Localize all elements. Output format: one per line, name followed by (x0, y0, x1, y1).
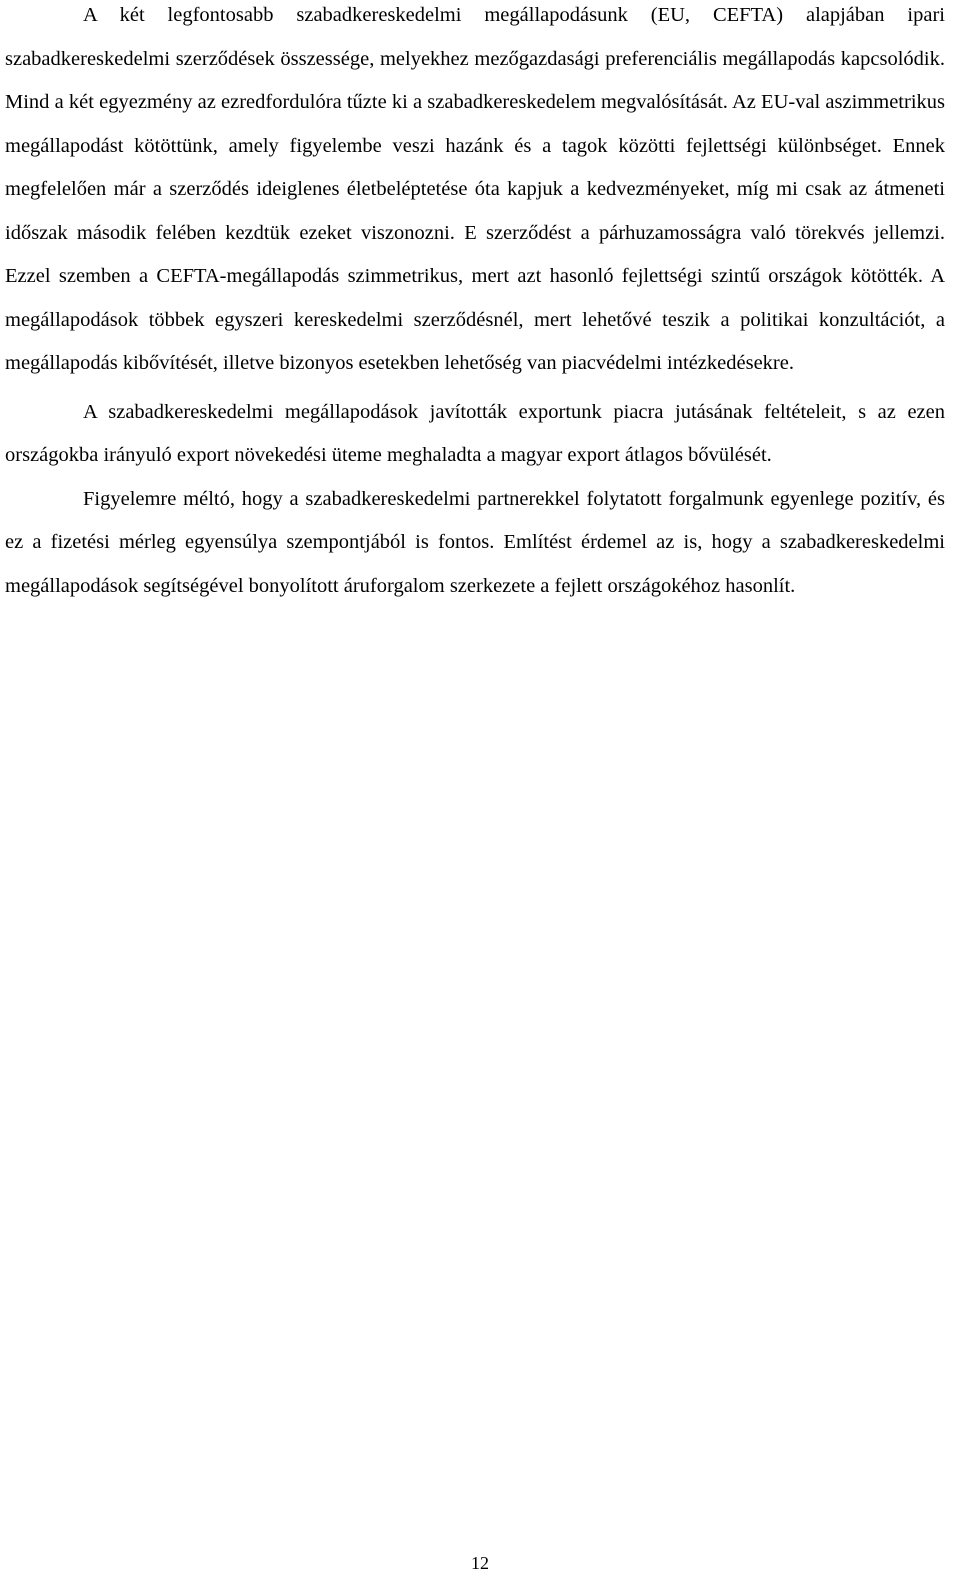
paragraph-3: Figyelemre méltó, hogy a szabadkereskedelmi partnerekkel folytatott forgalmunk egyenlege pozitív, és ez a fizetési mérleg egyensúlya szempontjából is fontos. Említést érdemel az is, hogy a szabadkereskedelmi megállapodások segítségével bonyolított áruforgalom szerkezete a fejlett országokéhoz hasonlít. (5, 487, 945, 597)
paragraph-1: A két legfontosabb szabadkereskedelmi megállapodásunk (EU, CEFTA) alapjában ipari szabadkereskedelmi szerződések összessége, melyekhez mezőgazdasági preferenciális megállapodás kapcsolódik. Mind a két egyezmény az ezredfordulóra tűzte ki a szabadkereskedelem megvalósítását. Az EU-val aszimmetrikus megállapodást kötöttünk, amely figyelembe veszi hazánk és a tagok közötti fejlettségi különbséget. Ennek megfelelően már a szerződés ideiglenes életbeléptetése óta kapjuk a kedvezményeket, míg mi csak az átmeneti időszak második felében kezdtük ezeket viszonozni. E szerződést a párhuzamosságra való törekvés jellemzi. Ezzel szemben a CEFTA-megállapodás szimmetrikus, mert azt hasonló fejlettségi szintű országok kötötték. A megállapodások többek egyszeri kereskedelmi szerződésnél, mert lehetővé teszik a politikai konzultációt, a megállapodás kibővítését, illetve bizonyos esetekben lehetőség van piacvédelmi intézkedésekre. (5, 4, 945, 374)
paragraph-2: A szabadkereskedelmi megállapodások javították exportunk piacra jutásának feltételeit, s az ezen országokba irányuló export növekedési üteme meghaladta a magyar export átlagos bővülését. (5, 400, 945, 466)
page-number: 12 (471, 1553, 489, 1573)
body-text (5, 0, 945, 608)
